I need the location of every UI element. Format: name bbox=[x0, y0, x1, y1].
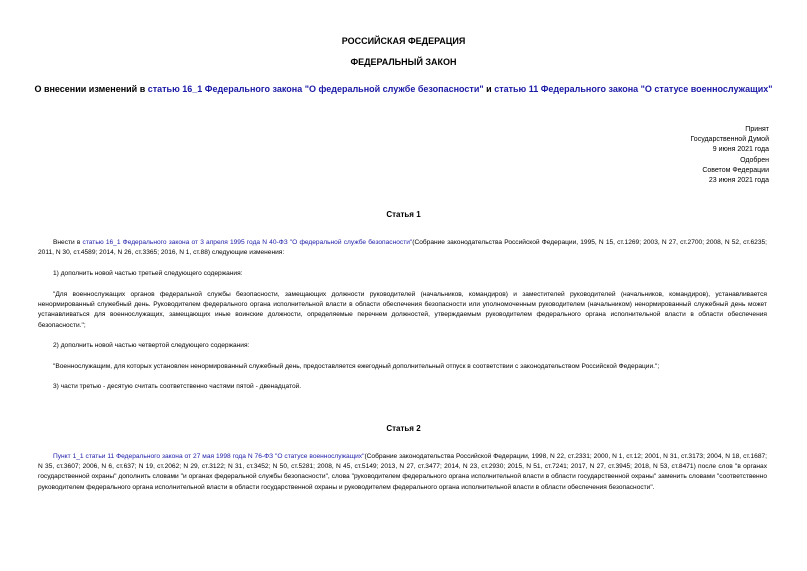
approved-label: Одобрен bbox=[740, 156, 769, 164]
article-1-intro-rest: (Собрание законодательства Российской Федерации, 1995, N 15, ст.1269; 2003, N 27, ст.2700; 2008, N 52, ст.6235; 2011, N 30, ст.4589; 2014, N 26, ст.3365; 2016, N 1, ст.88) следующие изменения: bbox=[38, 239, 767, 257]
article-1-item-2: 2) дополнить новой частью четвертой следующего содержания: bbox=[53, 342, 250, 349]
article-1-law-link[interactable]: статью 16_1 Федерального закона от 3 апреля 1995 года N 40-ФЗ "О федеральной службе безопасности" bbox=[82, 239, 413, 246]
article-1-item-1: 1) дополнить новой частью третьей следующего содержания: bbox=[53, 270, 243, 277]
title-link-military-status-law[interactable]: статью 11 Федерального закона "О статусе военнослужащих" bbox=[494, 84, 773, 94]
article-1-item-3: 3) части третью - десятую считать соответственно частями пятой - двенадцатой. bbox=[53, 383, 302, 390]
article-2-heading: Статья 2 bbox=[386, 424, 421, 433]
document-title bbox=[0, 84, 807, 94]
adopted-date: 9 июня 2021 года bbox=[712, 146, 769, 154]
article-1-intro bbox=[38, 238, 767, 258]
article-2-rest: (Собрание законодательства Российской Федерации, 1998, N 22, ст.2331; 2000, N 1, ст.12; 2001, N 31, ст.3173; 2004, N 18, ст.1687; N 35, ст.3607; 2006, N 6, ст.637; N 19, ст.2062; N 29, ст.3122; N 31, ст.3452; N 50, ст.5281; 2008, N 45, ст.5149; 2013, N 27, ст.3477; 2014, N 23, ст.2930; 2015, N 51, ст.7241; 2017, N 27, ст.3945; 2018, N 53, ст.8471) после слов "в органах государственной охраны" дополнить словами "и органах федеральной службы безопасности", слова "руководителем федерального органа исполнительной власти в области государственной охраны" заменить словами "соответственно руководителем федерального органа исполнительной власти в области государственной охраны и руководителем федерального органа исполнительной власти в области обеспечения безопасности". bbox=[38, 453, 767, 491]
approved-date: 23 июня 2021 года bbox=[708, 177, 769, 185]
article-2-body bbox=[38, 452, 767, 493]
adopted-by: Государственной Думой bbox=[690, 136, 769, 144]
title-part1: О внесении изменений в bbox=[34, 84, 148, 94]
article-1-quote-1: "Для военнослужащих органов федеральной службы безопасности, замещающих должности руководителей (начальников, командиров) и заместителей руководителей (начальников, командиров), устанавливается ненормированный служебный день. Руководителем федерального органа исполнительной власти в области обеспечения безопасности или уполномоченным руководителем (начальником) ненормированный служебный день может устанавливаться для военнослужащих, замещающих иные воинские должности, определяемые перечнем должностей, утверждаемым руководителем федерального органа исполнительной власти в области обеспечения безопасности."; bbox=[38, 291, 767, 329]
adoption-block bbox=[569, 125, 769, 186]
article-1-quote-2: "Военнослужащим, для которых установлен ненормированный служебный день, предоставляется ежегодный дополнительный отпуск в соответствии с законодательством Российской Федерации."; bbox=[53, 363, 660, 370]
article-2-law-link[interactable]: Пункт 1_1 статьи 11 Федерального закона от 27 мая 1998 года N 76-ФЗ "О статусе военнослужащих" bbox=[53, 453, 365, 460]
article-1-intro-prefix: Внести в bbox=[53, 239, 83, 246]
title-link-fsb-law[interactable]: статью 16_1 Федерального закона "О федеральной службе безопасности" bbox=[147, 84, 484, 94]
header-doc-type: ФЕДЕРАЛЬНЫЙ ЗАКОН bbox=[350, 57, 457, 67]
adopted-label: Принят bbox=[745, 126, 769, 133]
approved-by: Советом Федерации bbox=[702, 166, 769, 174]
title-part2: и bbox=[483, 84, 495, 94]
article-1-heading: Статья 1 bbox=[386, 210, 421, 219]
header-country: РОССИЙСКАЯ ФЕДЕРАЦИЯ bbox=[341, 36, 466, 46]
